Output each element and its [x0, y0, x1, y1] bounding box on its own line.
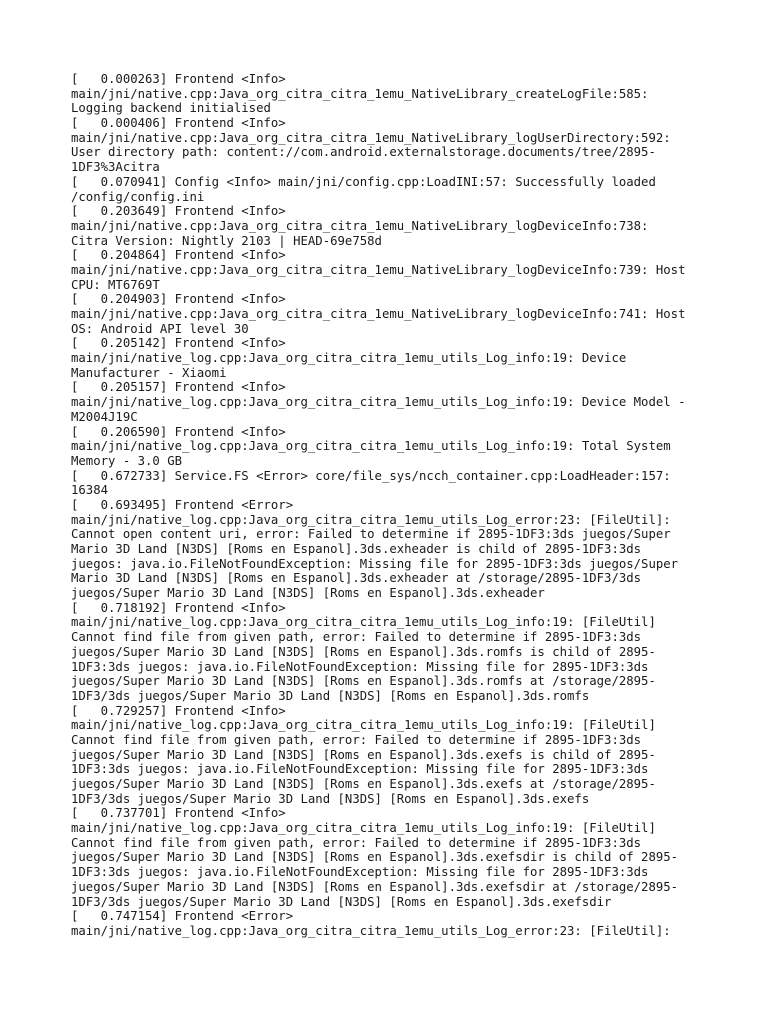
log-line: Cannot find file from given path, error: Failed to determine if 2895-1DF3:3ds: [71, 732, 642, 747]
log-line: juegos/Super Mario 3D Land [N3DS] [Roms en Espanol].3ds.romfs is child of 2895-: [71, 644, 656, 659]
log-line: [ 0.205157] Frontend <Info>: [71, 380, 286, 395]
log-line: 16384: [71, 483, 109, 498]
log-line: 1DF3:3ds juegos: java.io.FileNotFoundException: Missing file for 2895-1DF3:3ds: [71, 762, 649, 777]
log-line: 1DF3/3ds juegos/Super Mario 3D Land [N3DS] [Roms en Espanol].3ds.exefs: [71, 791, 590, 806]
log-line: main/jni/native.cpp:Java_org_citra_citra_1emu_NativeLibrary_logUserDirectory:592:: [71, 130, 671, 145]
log-line: juegos: java.io.FileNotFoundException: Missing file for 2895-1DF3:3ds juegos/Super: [71, 556, 679, 571]
log-line: M2004J19C: [71, 409, 138, 424]
log-line: juegos/Super Mario 3D Land [N3DS] [Roms en Espanol].3ds.exefs is child of 2895-: [71, 747, 656, 762]
log-line: [ 0.718192] Frontend <Info>: [71, 600, 286, 615]
log-line: main/jni/native_log.cpp:Java_org_citra_citra_1emu_utils_Log_info:19: [FileUtil]: [71, 615, 656, 630]
log-line: [ 0.204864] Frontend <Info>: [71, 248, 286, 263]
log-line: Mario 3D Land [N3DS] [Roms en Espanol].3ds.exheader is child of 2895-1DF3:3ds: [71, 542, 642, 556]
log-line: 1DF3:3ds juegos: java.io.FileNotFoundException: Missing file for 2895-1DF3:3ds: [71, 659, 649, 674]
log-line: [ 0.204903] Frontend <Info>: [71, 292, 286, 307]
log-line: [ 0.070941] Config <Info> main/jni/config.cpp:LoadINI:57: Successfully loaded: [71, 174, 656, 189]
log-line: main/jni/native.cpp:Java_org_citra_citra_1emu_NativeLibrary_createLogFile:585:: [71, 86, 649, 101]
log-line: main/jni/native.cpp:Java_org_citra_citra_1emu_NativeLibrary_logDeviceInfo:738:: [71, 218, 649, 233]
log-line: 1DF3%3Acitra: [71, 160, 160, 175]
log-line: [ 0.206590] Frontend <Info>: [71, 424, 286, 439]
log-line: main/jni/native_log.cpp:Java_org_citra_citra_1emu_utils_Log_info:19: Device Model -: [71, 395, 686, 410]
log-line: main/jni/native_log.cpp:Java_org_citra_citra_1emu_utils_Log_info:19: Device: [71, 351, 627, 366]
log-line: main/jni/native.cpp:Java_org_citra_citra_1emu_NativeLibrary_logDeviceInfo:739: Host: [71, 262, 686, 277]
log-line: juegos/Super Mario 3D Land [N3DS] [Roms en Espanol].3ds.exefsdir is child of 2895-: [71, 850, 679, 865]
log-line: [ 0.672733] Service.FS <Error> core/file_sys/ncch_container.cpp:LoadHeader:157:: [71, 468, 671, 483]
log-line: main/jni/native_log.cpp:Java_org_citra_citra_1emu_utils_Log_info:19: [FileUtil]: [71, 718, 656, 733]
log-line: [ 0.693495] Frontend <Error>: [71, 497, 294, 512]
log-line: [ 0.203649] Frontend <Info>: [71, 204, 286, 219]
log-line: CPU: MT6769T: [71, 277, 160, 292]
log-line: User directory path: content://com.android.externalstorage.documents/tree/2895-: [71, 145, 656, 160]
log-line: 1DF3/3ds juegos/Super Mario 3D Land [N3DS] [Roms en Espanol].3ds.romfs: [71, 688, 590, 703]
log-line: OS: Android API level 30: [71, 321, 249, 336]
log-line: juegos/Super Mario 3D Land [N3DS] [Roms en Espanol].3ds.exefs at /storage/2895-: [71, 777, 656, 791]
log-line: Cannot find file from given path, error: Failed to determine if 2895-1DF3:3ds: [71, 835, 642, 850]
log-line: Memory - 3.0 GB: [71, 453, 183, 468]
log-line: main/jni/native_log.cpp:Java_org_citra_citra_1emu_utils_Log_error:23: [FileUtil]:: [71, 923, 671, 938]
log-line: /config/config.ini: [71, 189, 205, 204]
log-line: juegos/Super Mario 3D Land [N3DS] [Roms en Espanol].3ds.exefsdir at /storage/2895-: [71, 879, 679, 894]
log-line: Cannot open content uri, error: Failed to determine if 2895-1DF3:3ds juegos/Super: [71, 527, 671, 542]
log-line: Mario 3D Land [N3DS] [Roms en Espanol].3ds.exheader at /storage/2895-1DF3/3ds: [71, 571, 642, 586]
log-line: Logging backend initialised: [71, 101, 271, 116]
log-line: main/jni/native_log.cpp:Java_org_citra_citra_1emu_utils_Log_error:23: [FileUtil]:: [71, 512, 671, 527]
log-line: 1DF3/3ds juegos/Super Mario 3D Land [N3DS] [Roms en Espanol].3ds.exefsdir: [71, 894, 612, 909]
log-line: [ 0.747154] Frontend <Error>: [71, 909, 294, 924]
log-line: Citra Version: Nightly 2103 | HEAD-69e758d: [71, 233, 382, 248]
log-line: 1DF3:3ds juegos: java.io.FileNotFoundException: Missing file for 2895-1DF3:3ds: [71, 865, 649, 880]
log-line: main/jni/native.cpp:Java_org_citra_citra_1emu_NativeLibrary_logDeviceInfo:741: Host: [71, 307, 686, 321]
log-line: main/jni/native_log.cpp:Java_org_citra_citra_1emu_utils_Log_info:19: Total System: [71, 439, 671, 454]
log-line: juegos/Super Mario 3D Land [N3DS] [Roms en Espanol].3ds.romfs at /storage/2895-: [71, 674, 656, 689]
log-text-block: [71, 72, 711, 939]
log-line: [ 0.000406] Frontend <Info>: [71, 116, 286, 131]
log-line: main/jni/native_log.cpp:Java_org_citra_citra_1emu_utils_Log_info:19: [FileUtil]: [71, 821, 656, 836]
log-line: juegos/Super Mario 3D Land [N3DS] [Roms en Espanol].3ds.exheader: [71, 586, 545, 601]
log-line: Manufacturer - Xiaomi: [71, 365, 227, 380]
log-line: [ 0.737701] Frontend <Info>: [71, 806, 286, 821]
log-line: Cannot find file from given path, error: Failed to determine if 2895-1DF3:3ds: [71, 630, 642, 645]
log-line: [ 0.205142] Frontend <Info>: [71, 336, 286, 351]
log-line: [ 0.729257] Frontend <Info>: [71, 703, 286, 718]
log-line: [ 0.000263] Frontend <Info>: [71, 72, 286, 86]
